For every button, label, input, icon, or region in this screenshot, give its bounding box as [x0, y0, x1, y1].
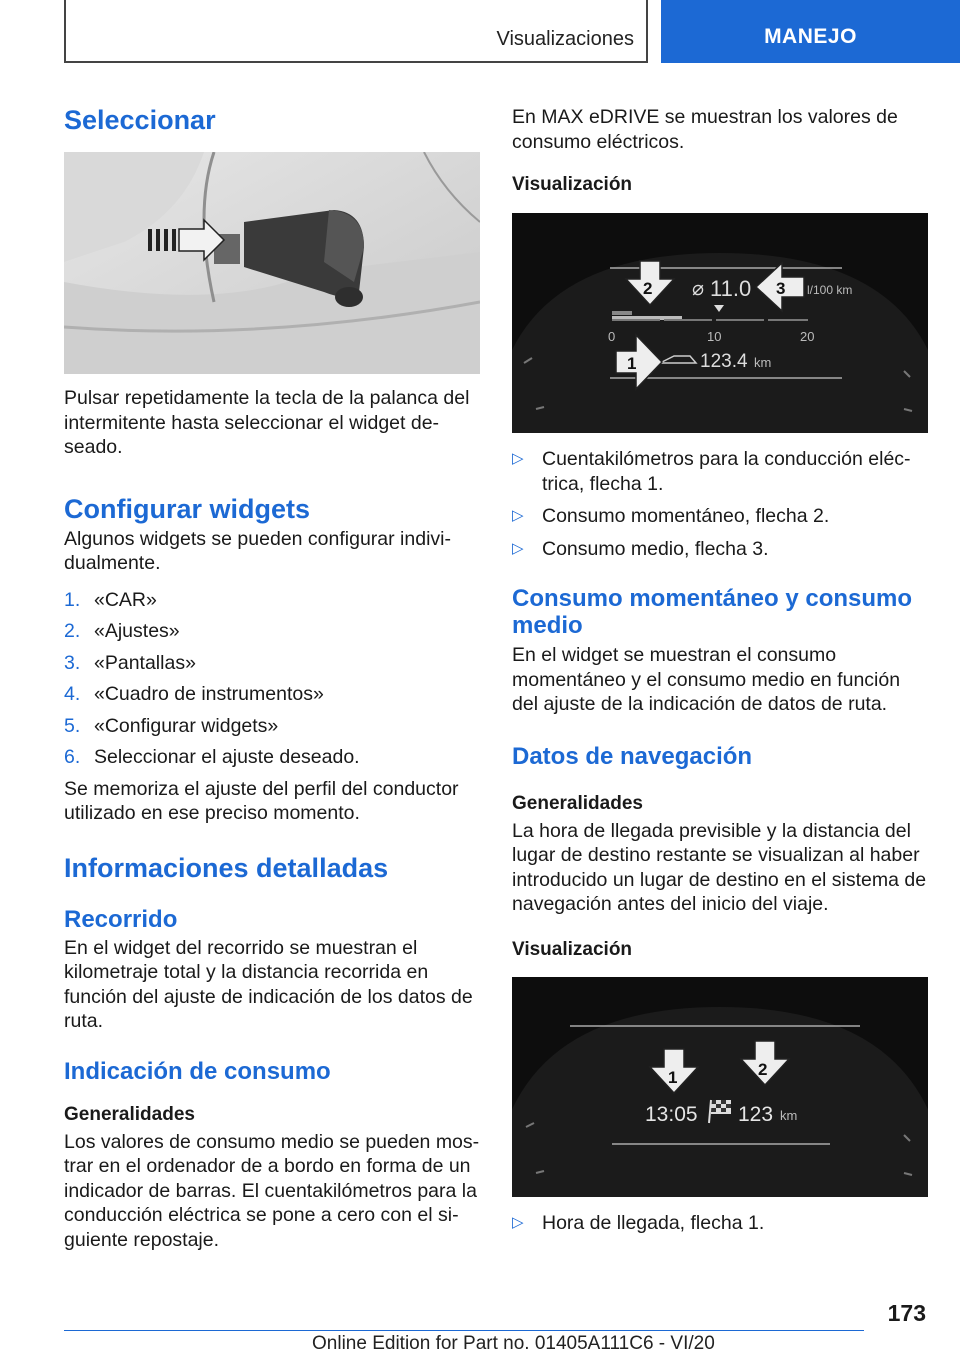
- right-column: [512, 98, 928, 1243]
- left-column: [64, 98, 480, 1252]
- scale-label: 10: [707, 329, 722, 344]
- arrow-label: 3: [776, 279, 786, 298]
- bullet-item: [512, 504, 928, 529]
- max-edrive-paragraph: En MAX eDRIVE se muestran los valores de consumo eléctricos.: [512, 106, 898, 153]
- navegacion-paragraph: La hora de llegada previsible y la distancia del lugar de destino restante se visualizan al haber introducido un lugar de destino en el sistema de navegación antes del inicio del viaje.: [512, 819, 927, 915]
- seleccionar-paragraph: Pulsar repetidamente la tecla de la palanca del intermitente hasta seleccionar el widget deseado.: [64, 387, 470, 458]
- triangle-icon: ▷: [512, 450, 524, 467]
- label-generalidades-nav: Generalidades: [512, 792, 643, 814]
- step-number: 4.: [64, 683, 81, 705]
- remaining-distance: 123: [738, 1102, 774, 1126]
- navigation-display-image: [512, 977, 928, 1197]
- display1-bullets: [512, 447, 928, 561]
- scale-label: 0: [608, 329, 616, 344]
- distance-unit: km: [780, 1107, 798, 1123]
- configurar-paragraph: Algunos widgets se pueden configurar individualmente.: [64, 527, 451, 574]
- turn-signal-stalk-image: [64, 152, 480, 374]
- step-text: «Ajustes»: [94, 620, 180, 642]
- step-item: [64, 745, 480, 769]
- display2-bullets: [512, 1211, 928, 1236]
- momentaneo-paragraph: En el widget se muestran el consumo momentáneo y el consumo medio en función del ajuste de la indicación de datos de ruta.: [512, 644, 901, 715]
- step-text: «Pantallas»: [94, 651, 196, 674]
- stalk-illustration: [64, 152, 480, 374]
- step-item: [64, 588, 480, 612]
- triangle-icon: ▷: [512, 507, 524, 524]
- step-item: [64, 651, 480, 675]
- bullet-text: Consumo medio, flecha 3.: [542, 537, 769, 560]
- navigation-display-svg: [512, 977, 928, 1197]
- step-item: [64, 682, 480, 706]
- step-item: [64, 714, 480, 738]
- bullet-item: [512, 537, 928, 562]
- arrow-label: 2: [643, 279, 653, 298]
- avg-unit: l/100 km: [807, 283, 853, 297]
- recorrido-paragraph: En el widget del recorrido se muestran el kilometraje total y la distancia recorrida en función del ajuste de indicación de los datos de ruta.: [64, 936, 473, 1032]
- consumption-display-svg: [512, 213, 928, 433]
- step-text: «CAR»: [94, 588, 157, 611]
- triangle-icon: ▷: [512, 1213, 524, 1231]
- heading-informaciones-detalladas: Informaciones detalladas: [64, 852, 389, 883]
- bullet-item: [512, 1211, 928, 1236]
- triangle-icon: ▷: [512, 539, 524, 557]
- arrow-label: 1: [627, 354, 637, 373]
- step-number: 1.: [64, 588, 81, 611]
- heading-consumo-momentaneo: Consumo momentáneo y consumo medio: [512, 585, 913, 639]
- odo-unit: km: [754, 355, 772, 370]
- bullet-text: Consumo momentáneo, flecha 2.: [542, 505, 830, 527]
- label-generalidades: Generalidades: [64, 1103, 195, 1125]
- avg-value: 11.0: [710, 276, 752, 301]
- heading-datos-navegacion: Datos de navegación: [512, 742, 753, 770]
- bullet-text: Hora de llegada, flecha 1.: [542, 1211, 765, 1234]
- consumption-display-image: [512, 213, 928, 433]
- heading-indicacion-consumo: Indicación de consumo: [64, 1057, 331, 1085]
- edition-footer: Online Edition for Part no. 01405A111C6 - VI/20: [312, 1333, 715, 1354]
- step-number: 5.: [64, 714, 81, 737]
- bullet-text: Cuentakilómetros para la conducción eléctrica, flecha 1.: [542, 448, 911, 495]
- heading-seleccionar: Seleccionar: [64, 105, 216, 135]
- arrival-time: 13:05: [645, 1102, 698, 1126]
- step-text: Seleccionar el ajuste deseado.: [94, 746, 360, 768]
- arrow-label: 1: [668, 1067, 678, 1087]
- scale-label: 20: [800, 329, 815, 344]
- heading-configurar-widgets: Configurar widgets: [64, 493, 311, 524]
- bullet-item: [512, 447, 928, 496]
- odo-value: 123.4: [700, 351, 748, 372]
- arrow-label: 2: [758, 1059, 768, 1079]
- header-section-title: Visualizaciones: [496, 28, 634, 50]
- memoriza-paragraph: Se memoriza el ajuste del perfil del conductor utilizado en ese preciso momento.: [64, 777, 459, 824]
- step-text: «Configurar widgets»: [94, 714, 279, 737]
- consumo-paragraph: Los valores de consumo medio se pueden mostrar en el ordenador de a bordo en forma de un indicador de barras. El cuentakilómetros para la conducción eléctrica se pone a cero con el siguiente repostaje.: [64, 1130, 480, 1251]
- page-number: 173: [887, 1300, 926, 1326]
- step-text: «Cuadro de instrumentos»: [94, 683, 324, 705]
- footer-divider: [64, 1330, 864, 1331]
- heading-recorrido: Recorrido: [64, 905, 178, 933]
- avg-symbol: ⌀: [692, 278, 705, 300]
- label-visualizacion-2: Visualización: [512, 938, 633, 960]
- configurar-steps: [64, 588, 480, 770]
- step-item: [64, 619, 480, 643]
- step-number: 3.: [64, 651, 81, 674]
- step-number: 2.: [64, 620, 81, 642]
- chapter-tab: MANEJO: [661, 0, 960, 63]
- step-number: 6.: [64, 746, 81, 768]
- label-visualizacion: Visualización: [512, 174, 633, 195]
